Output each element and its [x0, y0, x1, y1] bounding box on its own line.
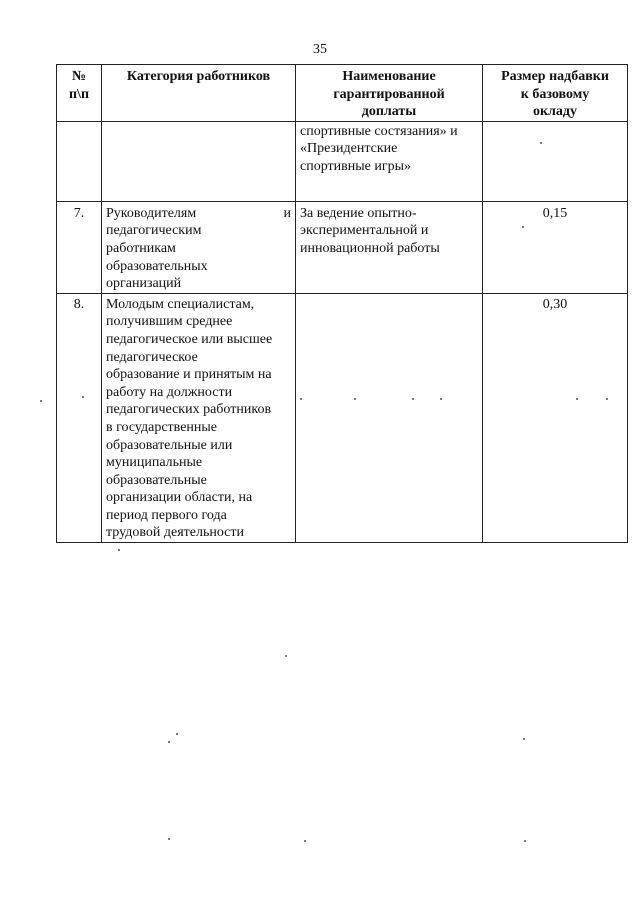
- allowance-table: [56, 64, 628, 543]
- row-allowance-size: 0,15: [483, 201, 628, 293]
- row-payment-name: [296, 121, 483, 201]
- row-allowance-size: 0,30: [483, 293, 628, 542]
- header-line: гарантированной: [333, 86, 445, 102]
- page-number: 35: [313, 42, 327, 57]
- cell-line: организации области, на: [106, 490, 253, 506]
- cell-line: работникам: [106, 240, 176, 256]
- cell-line-right: и: [283, 205, 291, 221]
- row-category: [102, 121, 296, 201]
- table-row: [57, 121, 628, 201]
- cell-line: работу на должности: [106, 384, 233, 400]
- cell-line: Молодым специалистам,: [106, 296, 255, 312]
- scan-speck: [176, 733, 178, 735]
- table-row: [57, 201, 628, 293]
- row-number: 8.: [57, 293, 102, 542]
- scan-speck: [606, 398, 608, 400]
- cell-line: трудовой деятельности: [106, 525, 244, 541]
- cell-line: инновационной работы: [300, 240, 440, 256]
- row-number: 7.: [57, 201, 102, 293]
- scan-speck: [285, 655, 287, 657]
- scan-speck: [576, 398, 578, 400]
- cell-line: За ведение опытно-: [300, 205, 417, 221]
- header-number: [57, 65, 102, 122]
- header-line: доплаты: [361, 104, 417, 120]
- cell-line: «Президентские: [300, 141, 398, 157]
- row-payment-name: [296, 293, 483, 542]
- cell-line: муниципальные: [106, 455, 203, 471]
- scan-speck: [82, 396, 84, 398]
- cell-line: организаций: [106, 276, 182, 292]
- cell-line: спортивные игры»: [300, 158, 411, 174]
- scan-speck: [304, 840, 306, 842]
- header-line: №: [71, 69, 87, 84]
- table-header-row: [57, 65, 628, 122]
- scan-speck: [440, 398, 442, 400]
- row-number: [57, 121, 102, 201]
- cell-line: [106, 205, 291, 223]
- header-category: [102, 65, 296, 122]
- header-allowance-size: [483, 65, 628, 122]
- row-allowance-size: [483, 121, 628, 201]
- scan-speck: [412, 398, 414, 400]
- scan-speck: [354, 398, 356, 400]
- cell-line: педагогическим: [106, 223, 202, 239]
- header-line: Категория работников: [126, 69, 271, 84]
- scan-speck: [300, 398, 302, 400]
- cell-line: педагогическое: [106, 349, 198, 365]
- scan-speck: [523, 738, 525, 740]
- cell-line: период первого года: [106, 507, 227, 523]
- cell-line: экспериментальной и: [300, 223, 429, 239]
- scan-speck: [168, 838, 170, 840]
- header-payment-name: [296, 65, 483, 122]
- table-row: [57, 293, 628, 542]
- cell-line: получившим среднее: [106, 314, 233, 330]
- header-line: окладу: [532, 104, 577, 120]
- cell-line-left: Руководителям: [106, 205, 197, 221]
- header-line: Наименование: [342, 69, 436, 84]
- header-line: п\п: [68, 86, 90, 102]
- header-line: Размер надбавки: [501, 69, 609, 84]
- scan-speck: [118, 549, 120, 551]
- scan-speck: [522, 226, 524, 228]
- cell-line: в государственные: [106, 419, 218, 435]
- header-line: к базовому: [520, 86, 590, 102]
- cell-line: образование и принятым на: [106, 367, 272, 383]
- row-category: [102, 201, 296, 293]
- cell-line: образовательные: [106, 472, 207, 488]
- row-payment-name: [296, 201, 483, 293]
- scan-speck: [168, 741, 170, 743]
- scan-speck: [524, 840, 526, 842]
- row-category: [102, 293, 296, 542]
- cell-line: спортивные состязания» и: [300, 123, 458, 139]
- cell-line: педагогических работников: [106, 402, 272, 418]
- cell-line: педагогическое или высшее: [106, 331, 273, 347]
- cell-line: образовательных: [106, 258, 208, 274]
- scan-speck: [540, 142, 542, 144]
- cell-line: образовательные или: [106, 437, 233, 453]
- scan-speck: [40, 400, 42, 402]
